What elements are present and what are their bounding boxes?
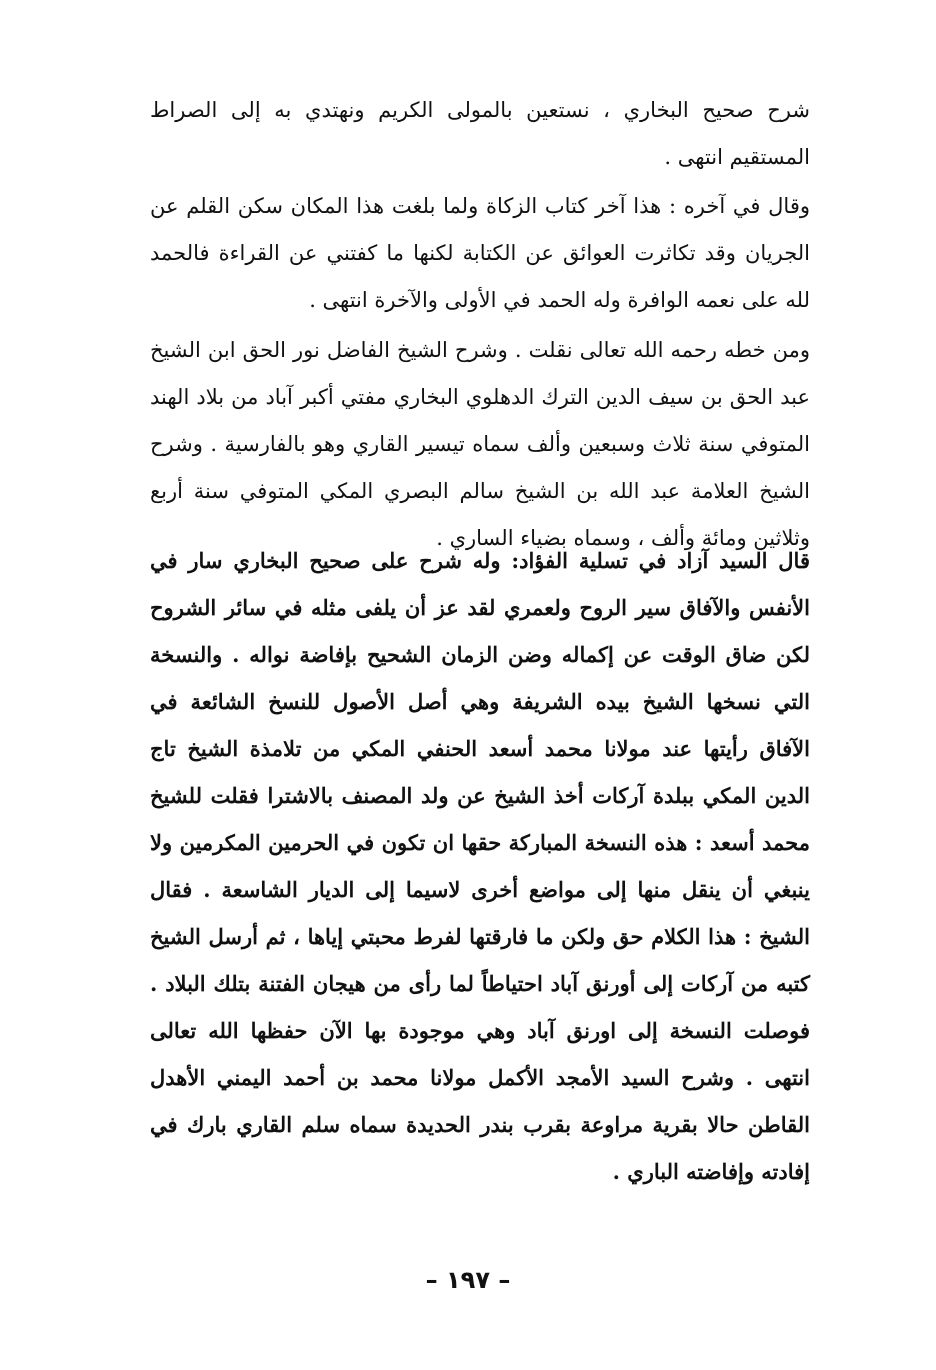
paragraph-2: وقال في آخره : هذا آخر كتاب الزكاة ولما بلغت هذا المكان سكن القلم عن الجريان وقد تكاثرت العوائق عن الكتابة لكنها ما كفتني عن القراءة فالحمد لله على نعمه الوافرة وله الحمد في الأولى والآخرة انتهى . <box>150 194 810 312</box>
paragraph-1: شرح صحيح البخاري ، نستعين بالمولى الكريم ونهتدي به إلى الصراط المستقيم انتهى . <box>150 98 810 169</box>
page-number: – ١٩٧ – <box>425 1266 511 1294</box>
paragraph-4: قال السيد آزاد في تسلية الفؤاد: وله شرح على صحيح البخاري سار في الأنفس والآفاق سير الروح ولعمري لقد عز أن يلفى مثله في سائر الشروح لكن ضاق الوقت عن إكماله وضن الزمان الشحيح بإفاضة نواله . والنسخة التي نسخها الشيخ بيده الشريفة وهي أصل الأصول للنسخ الشائعة في الآفاق رأيتها عند مولانا محمد أسعد الحنفي المكي من تلامذة الشيخ تاج الدين المكي ببلدة آركات أخذ الشيخ عن ولد المصنف بالاشترا فقلت للشيخ محمد أسعد : هذه النسخة المباركة حقها ان تكون في الحرمين المكرمين ولا ينبغي أن ينقل منها إلى مواضع أخرى لاسيما إلى الديار الشاسعة . فقال الشيخ : هذا الكلام حق ولكن ما فارقتها لفرط محبتي إياها ، ثم أرسل الشيخ كتبه من آركات إلى أورنق آباد احتياطاً لما رأى من هيجان الفتنة بتلك البلاد . فوصلت النسخة إلى اورنق آباد وهي موجودة بها الآن حفظها الله تعالى انتهى . وشرح السيد الأمجد الأكمل مولانا محمد بن أحمد اليمني الأهدل القاطن حالا بقرية مراوعة بقرب بندر الحديدة سماه سلم القاري بارك في إفادته وإفاضته الباري . <box>150 548 810 1184</box>
paragraph-3: ومن خطه رحمه الله تعالى نقلت . وشرح الشيخ الفاضل نور الحق ابن الشيخ عبد الحق بن سيف الدين الترك الدهلوي البخاري مفتي أكبر آباد من بلاد الهند المتوفي سنة ثلاث وسبعين وألف سماه تيسير القاري وهو بالفارسية . وشرح الشيخ العلامة عبد الله بن الشيخ سالم البصري المكي المتوفي سنة أربع وثلاثين ومائة وألف ، وسماه بضياء الساري . <box>150 338 810 550</box>
